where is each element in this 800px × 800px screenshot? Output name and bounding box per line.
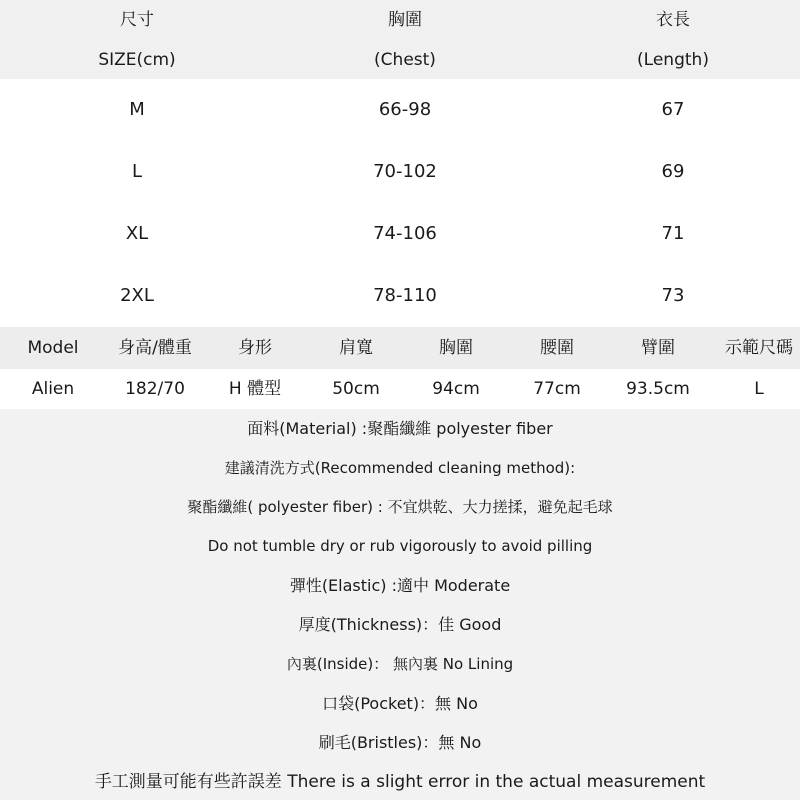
header-chest-en: (Chest)	[374, 50, 436, 70]
note-elastic: 彈性(Elastic) :適中 Moderate	[289, 576, 511, 595]
note-pocket: 口袋(Pocket)：無 No	[322, 694, 478, 713]
chest-cell: 74-106	[373, 223, 437, 244]
table-row	[0, 141, 800, 203]
header-height-weight: 身高/體重	[118, 338, 192, 358]
chest-cell: 78-110	[373, 285, 437, 306]
header-length-zh: 衣長	[656, 10, 690, 30]
note-measurement-error: 手工測量可能有些許誤差 There is a slight error in the actual measurement	[94, 772, 706, 792]
table-row	[0, 79, 800, 141]
note-thickness: 厚度(Thickness)：佳 Good	[298, 615, 502, 634]
size-cell: XL	[125, 223, 149, 244]
length-cell: 71	[661, 223, 685, 244]
size-cell: M	[129, 99, 145, 120]
model-demo-size: L	[754, 379, 764, 399]
header-length-en: (Length)	[637, 50, 709, 70]
note-inside: 內裏(Inside)： 無內裏 No Lining	[286, 655, 514, 673]
note-bristles: 刷毛(Bristles)：無 No	[318, 733, 482, 752]
note-cleaning-title: 建議清洗方式(Recommended cleaning method):	[224, 459, 576, 477]
size-cell: L	[131, 161, 143, 182]
header-model: Model	[27, 338, 79, 358]
table-row	[0, 203, 800, 265]
length-cell: 67	[661, 99, 685, 120]
model-table-row	[0, 369, 800, 409]
model-shoulder: 50cm	[332, 379, 380, 399]
header-size-zh: 尺寸	[120, 10, 154, 30]
model-arm: 93.5cm	[626, 379, 690, 399]
header-body-shape: 身形	[238, 338, 272, 358]
size-cell: 2XL	[120, 285, 154, 306]
length-cell: 73	[661, 285, 685, 306]
header-chest: 胸圍	[439, 338, 473, 358]
note-cleaning-en: Do not tumble dry or rub vigorously to avoid pilling	[207, 537, 593, 555]
chest-cell: 66-98	[378, 99, 432, 120]
header-size-en: SIZE(cm)	[98, 50, 176, 70]
header-waist: 腰圍	[540, 338, 574, 358]
note-material: 面料(Material) :聚酯纖維 polyester fiber	[247, 419, 553, 438]
length-cell: 69	[661, 161, 685, 182]
header-shoulder: 肩寬	[339, 338, 373, 358]
header-chest-zh: 胸圍	[388, 10, 422, 30]
note-cleaning-zh: 聚酯纖維( polyester fiber) : 不宜烘乾、大力搓揉，避免起毛球	[187, 498, 613, 516]
model-chest: 94cm	[432, 379, 480, 399]
table-row	[0, 265, 800, 327]
size-table-header	[0, 0, 800, 79]
model-table-header	[0, 327, 800, 369]
size-table-body	[0, 79, 800, 327]
product-notes	[0, 409, 800, 800]
chest-cell: 70-102	[373, 161, 437, 182]
model-waist: 77cm	[533, 379, 581, 399]
header-demo-size: 示範尺碼	[725, 338, 793, 358]
model-body-shape: H 體型	[228, 379, 282, 399]
header-arm: 臂圍	[641, 338, 675, 358]
model-name: Alien	[31, 379, 75, 399]
model-height-weight: 182/70	[125, 379, 185, 399]
